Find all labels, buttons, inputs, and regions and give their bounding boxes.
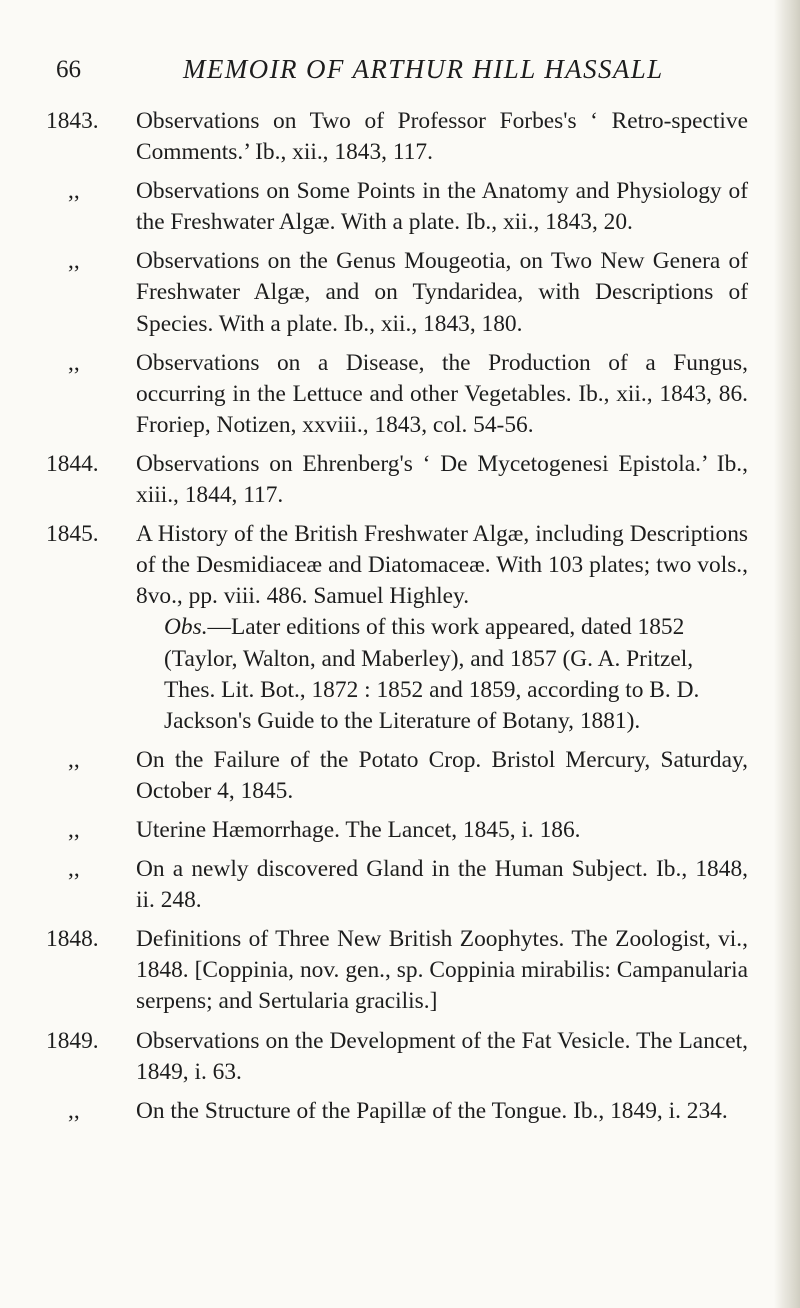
list-item — [0, 176, 800, 238]
entry-text: On the Structure of the Papillæ of the Tongue. Ib., 1849, i. 234. — [136, 1097, 728, 1124]
entry-text: Observations on Ehrenberg's ‘ De Mycetogenesi Epistola.’ Ib., xiii., 1844, 117. — [136, 450, 748, 509]
entry-year: 1843. — [46, 108, 99, 134]
list-item — [0, 246, 800, 339]
entry-year: 1849. — [46, 1027, 99, 1054]
entry-text: A History of the British Freshwater Algæ, including Descriptions of the Desmidiaceæ and Diatomaceæ. With 103 plates; two vols., 8vo., pp. viii. 486. Samuel Highley. — [136, 521, 748, 610]
page-number: 66 — [56, 56, 81, 83]
list-item — [0, 1026, 800, 1088]
entry-year: ,, — [68, 248, 80, 275]
list-item — [0, 1096, 800, 1127]
list-item — [0, 106, 800, 168]
list-item — [0, 924, 800, 1017]
entry-year: ,, — [68, 349, 80, 376]
entry-text: Definitions of Three New British Zoophytes. The Zoologist, vi., 1848. [Coppinia, nov. gen., sp. Coppinia mirabilis: Campanularia serpens; and Sertularia gracilis.] — [136, 926, 748, 1015]
entry-year: ,, — [68, 816, 80, 843]
entry-year: 1845. — [46, 521, 99, 548]
list-item — [0, 745, 800, 807]
entry-year: ,, — [68, 1097, 80, 1124]
entry-note — [136, 612, 748, 736]
list-item — [0, 449, 800, 511]
entry-text: Observations on a Disease, the Production of a Fungus, occurring in the Lettuce and other Vegetables. Ib., xii., 1843, 86. Froriep, Notizen, xxviii., 1843, col. 54-56. — [136, 349, 748, 438]
entry-text: Uterine Hæmorrhage. The Lancet, 1845, i. 186. — [136, 816, 581, 843]
list-item — [0, 348, 800, 441]
bibliography-list — [0, 106, 800, 1135]
entry-year: ,, — [68, 746, 80, 773]
entry-text: Observations on the Development of the Fat Vesicle. The Lancet, 1849, i. 63. — [136, 1027, 748, 1085]
note-text: —Later editions of this work appeared, dated 1852 (Taylor, Walton, and Maberley), and 1857 (G. A. Pritzel, Thes. Lit. Bot., 1872 : 1852 and 1859, according to B. D. Jackson's Guide to the Literature of Botany, 1881). — [164, 614, 700, 734]
entry-year: 1844. — [46, 450, 99, 477]
running-title: MEMOIR OF ARTHUR HILL HASSALL — [183, 54, 664, 84]
entry-text: Observations on the Genus Mougeotia, on Two New Genera of Freshwater Algæ, and on Tyndaridea, with Descriptions of Species. With a plate. Ib., xii., 1843, 180. — [136, 248, 748, 337]
page-header — [0, 44, 800, 84]
note-label: Obs. — [164, 614, 208, 641]
entry-text: On a newly discovered Gland in the Human Subject. Ib., 1848, ii. 248. — [136, 856, 748, 914]
entry-text: On the Failure of the Potato Crop. Bristol Mercury, Saturday, October 4, 1845. — [136, 746, 748, 804]
list-item — [0, 854, 800, 916]
entry-text: Observations on Some Points in the Anatomy and Physiology of the Freshwater Algæ. With a plate. Ib., xii., 1843, 20. — [136, 178, 748, 236]
entry-year: ,, — [68, 178, 80, 205]
entry-year: ,, — [68, 856, 80, 883]
entry-text: Observations on Two of Professor Forbes's ‘ Retro-spective Comments.’ Ib., xii., 1843, 117. — [136, 108, 748, 166]
entry-year: 1848. — [46, 926, 99, 953]
list-item — [0, 815, 800, 846]
list-item — [0, 519, 800, 737]
